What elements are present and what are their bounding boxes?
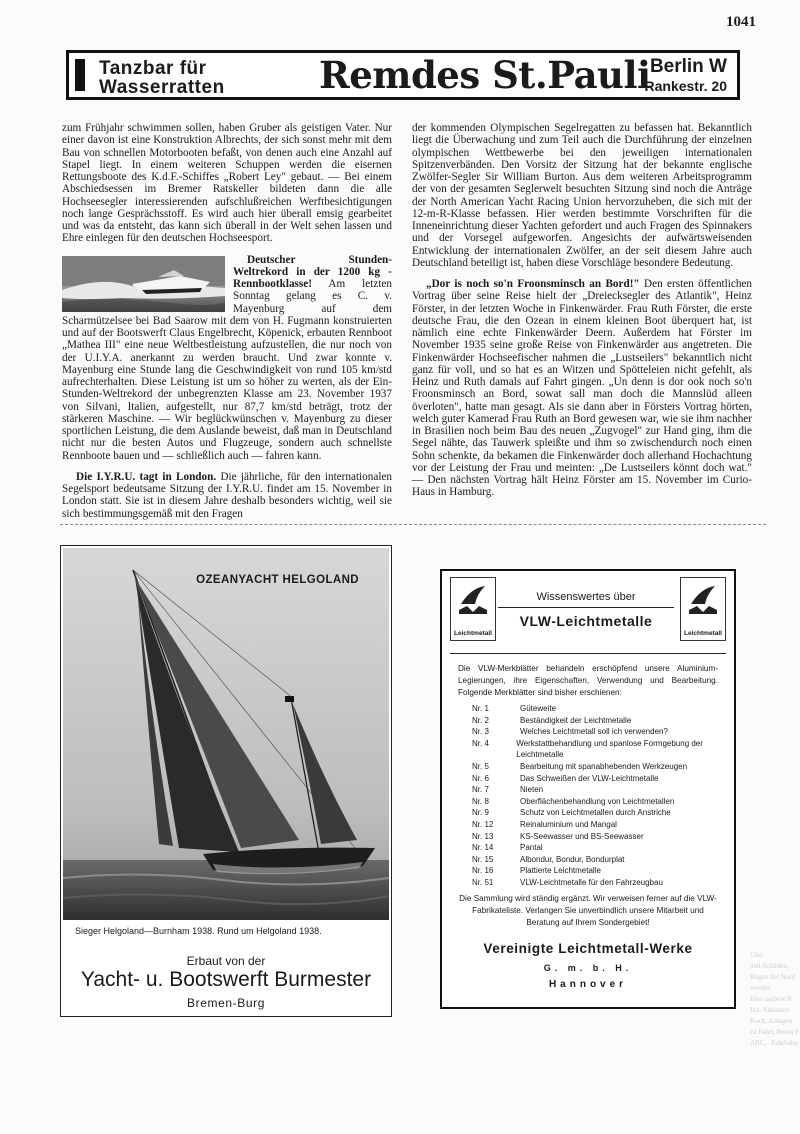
vlw-heading-big: VLW-Leichtmetalle (519, 613, 653, 629)
vlw-item-title: Plattierte Leichtmetalle (520, 866, 601, 876)
vlw-item-title: Pantal (520, 843, 543, 853)
left-column (62, 122, 392, 520)
vlw-ad (440, 569, 736, 1009)
sailboat-photo (63, 548, 389, 920)
vlw-item-title: Schutz von Leichtmetallen durch Anstriche (520, 808, 671, 818)
banner-city: Berlin W (649, 56, 727, 77)
vlw-item-number: Nr. 8 (472, 796, 489, 806)
banner-tanzbar-line2: Wasserratten (99, 77, 225, 98)
vlw-item-title: Güteweite (520, 704, 557, 713)
photo-caption: Sieger Helgoland—Burnham 1938. Rund um Helgoland 1938. (75, 926, 322, 936)
banner-address: Rankestr. 20 (644, 78, 727, 94)
vlw-item-number: Nr. 2 (472, 715, 489, 725)
vlw-item-number: Nr. 5 (472, 761, 489, 771)
vlw-item-number: Nr. 7 (472, 785, 489, 795)
vlw-bird-icon (457, 582, 489, 622)
page-number: 1041 (726, 14, 756, 30)
vlw-outro: Die Sammlung wird ständig ergänzt. Wir verweisen ferner auf die VLW-Fabrikateliste. Verlangen Sie unverbindlich unsere Mitarbeit und Beratung auf Ihrem Sondergebiet! (459, 894, 717, 927)
vlw-item-number: Nr. 13 (472, 831, 494, 841)
vlw-item-number: Nr. 15 (472, 854, 494, 864)
right-heading-froonsminsch: „Dor is noch so'n Froonsminsch an Bord!" (426, 278, 640, 290)
banner-address-block (645, 57, 728, 95)
burmester-location: Bremen-Burg (187, 996, 265, 1010)
photo-title: OZEANYACHT HELGOLAND (196, 574, 359, 586)
left-paragraph-2: Am letzten Sonntag gelang es C. v. Mayenburg auf dem Scharmützelsee bei Bad Saarow mit dem von H. Fugmann konstruierten und auf der Bootswerft Claus Engelbrecht, Köpenick, erbauten Rennboot „Mathea III" eine neue Weltbestleistung aufzustellen, die nur noch von der U.I.Y.A. anerkannt zu werden braucht. Und zwar konnte v. Mayenburg eine Stunde lang die Geschwindigkeit von rund 105 km/std aufrechterhalten. Diese Leistung ist um so höher zu werten, als der Ein-Stunden-Weltrekord der unbegrenzten Klasse am 23. November 1937 von Silvani, Italien, aufgestellt, nur 87,7 km/std beträgt, trotz der stärkeren Maschine. — Wir beglückwünschen v. Mayenburg zu dieser sportlichen Leistung, die dem Auslande beweist, daß man in Deutschland nicht nur die besten Autos und Flugzeuge, sondern auch schnellste Rennboote bauen und — schließlich auch — fahren kann. (62, 278, 392, 462)
vlw-item-title: Oberflächenbehandlung von Leichtmetallen (520, 796, 675, 806)
burmester-ad (60, 545, 392, 1017)
vlw-list-item (472, 865, 734, 877)
right-paragraph-2: Den ersten öffentlichen Vortrag über seine Reise hielt der „Dreiecksegler des Atlantik", Heinz Förster, in der letzten Woche in Finkenwärder. Frau Ruth Förster, die erste deutsche Frau, die den Ozean in einem kleinen Boot überquert hat, ist nämlich eine echte Finkenwärder Deern. Außerdem hat Förster im November 1935 seine große Reise von Finkenwärder aus angetreten. Die Finkenwärder Hochseefischer nahmen die „Lustseilers" bekanntlich nicht ganz für voll, und so hat es an Witzen und Spötteleien nicht gefehlt, als Heinz und Ruth damals auf Fahrt gingen. „Un denn is dor ook noch so'n Froonsminsch an Bord, sowat sall man doch die Mannslüd alleen överloten", hatte man gesagt. Als sie dann aber in Försters Vortrag hörten, welch guter Kamerad Frau Ruth an Bord gewesen war, wie sie ihm nachher in Brasilien noch beim Bau des neuen „Zugvogel" zur Hand ging, ihm die Segel nähte, das Tauwerk spleißte und ihm so zwischendurch noch einen Sohn schenkte, da bekamen die Finkenwärder doch allerhand Hochachtung vor der Leistung der Frau und meinten: „De Lustseilers könnt doch wat." — Den nächsten Vortrag hält Heinz Förster am 15. November im Curio-Haus in Hamburg. (412, 278, 752, 499)
vlw-item-number: Nr. 6 (472, 773, 489, 783)
vlw-item-number: Nr. 4 (472, 738, 489, 748)
vlw-item-title: Das Schweißen der VLW-Leichtmetalle (520, 773, 659, 783)
vlw-heading-small: Wissenswertes über (536, 591, 636, 603)
vlw-logo-label-right: Leichtmetall (684, 630, 722, 637)
vlw-item-number: Nr. 1 (472, 704, 489, 713)
vlw-list-item (472, 877, 734, 889)
vlw-list-item (472, 796, 734, 808)
speedboat-photo (62, 256, 225, 312)
section-divider (60, 524, 766, 525)
vlw-item-title: Bearbeitung mit spanabhebenden Werkzeugen (520, 761, 688, 771)
left-paragraph-1: zum Frühjahr schwimmen sollen, haben Gruber als geistigen Vater. Nur einer davon ist eine Konstruktion Albrechts, der sich sonst mehr mit dem Bau von schnellen Motorbooten befaßt, von denen auch eine Anzahl auf Stapel liegt. In einem weiteren Schuppen werden die eisernen Rettungsboote des K.d.F.-Schiffes „Robert Ley" gebaut. — Bei einem Abschiedsessen im Bremer Ratskeller bildeten dann die alle Hochseesegler interessierenden aufschlußreichen Werftbesichtigungen noch lange Gesprächsstoff. Es wird auch hier überall emsig gearbeitet und was da entsteht, das kann sich überall in der Welt sehen lassen und Ehre einlegen für den deutschen Hochseesport. (62, 122, 392, 245)
vlw-list-item (472, 761, 734, 773)
vlw-logo-left (450, 577, 496, 641)
burmester-erbaut: Erbaut von der (186, 954, 266, 968)
vlw-item-title: KS-Seewasser und BS-Seewasser (520, 831, 644, 841)
vlw-merkblatt-list (472, 703, 734, 889)
vlw-city: Hannover (548, 979, 628, 990)
vlw-firm: Vereinigte Leichtmetall-Werke (483, 941, 693, 956)
banner-left-bar (75, 59, 85, 91)
vlw-item-title: Beständigkeit der Leichtmetalle (520, 715, 632, 725)
vlw-list-item (472, 703, 734, 715)
vlw-logo-label-left: Leichtmetall (454, 630, 492, 637)
vlw-item-number: Nr. 12 (472, 819, 494, 829)
bleed-through-text: Ufer und Schilden, Rügen der Nord werden Hier saubere K Ind. Anbauten Koch, Anlagen zu Fahrt, Beren F ABC... Fahrbahn (750, 951, 799, 1047)
vlw-gmbh: G. m. b. H. (543, 963, 633, 973)
vlw-list-item (472, 784, 734, 796)
vlw-item-number: Nr. 3 (472, 727, 489, 737)
right-column (412, 122, 752, 499)
vlw-item-number: Nr. 9 (472, 808, 489, 818)
right-paragraph-1: der kommenden Olympischen Segelregatten zu befassen hat. Bekanntlich liegt die Überwachung und zum Teil auch die Durchführung der einzelnen olympischen Wettbewerbe bei den jeweiligen internationalen Spitzenverbänden. Den Vorsitz der Sitzung hat der bekannte englische Zwölfer-Segler Sir William Burton. Aus dem weiteren Arbeitsprogramm der von der gesamten Seglerwelt besuchten Sitzung sind noch die Anträge der North American Yacht Racing Union hervorzuheben, die sich mit der 12-m-R-Klasse befassen. Hier werden bestimmte Vorschriften für die Inneneinrichtung dieser Yachten gefordert und auch Fragen des Spinnakers und der Vorsegel aufgeworfen. Angesichts der aufwärtsweisenden Entwicklung der internationalen Zwölfer, an der seit diesem Jahre auch Deutschland beteiligt ist, haben diese Vorschläge besondere Bedeutung. (412, 122, 752, 269)
banner-tanzbar-line1: Tanzbar für (99, 58, 207, 79)
vlw-list-item (472, 842, 734, 854)
banner-name: Remdes St.Pauli (319, 53, 651, 97)
vlw-logo-right (680, 577, 726, 641)
vlw-item-title: Albondur, Bondur, Bondurplat (520, 854, 625, 864)
vlw-item-number: Nr. 14 (472, 843, 494, 853)
vlw-list-item (472, 773, 734, 785)
vlw-item-number: Nr. 16 (472, 866, 494, 876)
vlw-item-title: VLW-Leichtmetalle für den Fahrzeugbau (520, 877, 663, 887)
vlw-heading-rule (498, 607, 674, 608)
vlw-list-item (472, 715, 734, 727)
banner-tanzbar (99, 59, 225, 97)
left-heading-iyru: Die I.Y.R.U. tagt in London. (76, 470, 217, 483)
vlw-list-item (472, 807, 734, 819)
vlw-list-item (472, 831, 734, 843)
vlw-item-title: Nieten (520, 785, 544, 795)
vlw-item-title: Werkstattbehandlung und spanlose Formgebung der Leichtmetalle (516, 738, 703, 760)
left-heading-record: Deutscher Stunden-Weltrekord in der 1200 kg - Rennbootklasse! (233, 253, 392, 290)
vlw-list-item (472, 854, 734, 866)
vlw-separator (450, 653, 726, 654)
vlw-item-number: Nr. 51 (472, 877, 494, 887)
burmester-company: Yacht- u. Bootswerft Burmester (80, 968, 372, 991)
left-paragraph-3: Die jährliche, für den internationalen Segelsport bedeutsame Sitzung der I.Y.R.U. findet am 15. November in London statt. Sie ist in diesem Jahre deshalb besonders wichtig, weil sie sich bestimmungsgemäß mit den Fragen (62, 470, 392, 520)
vlw-list-item (472, 726, 734, 738)
banner-ad (66, 50, 740, 100)
vlw-bird-icon (687, 582, 719, 622)
vlw-intro: Die VLW-Merkblätter behandeln erschöpfend unsere Aluminium-Legierungen, ihre Eigenschaften, Verwendung und Bearbeitung. Folgende Merkblätter sind bisher erschienen: (458, 664, 718, 697)
vlw-list-item (472, 819, 734, 831)
vlw-item-title: Reinaluminium und Mangal (520, 819, 617, 829)
vlw-list-item (472, 738, 734, 761)
vlw-item-title: Welches Leichtmetall soll ich verwenden? (520, 727, 668, 737)
